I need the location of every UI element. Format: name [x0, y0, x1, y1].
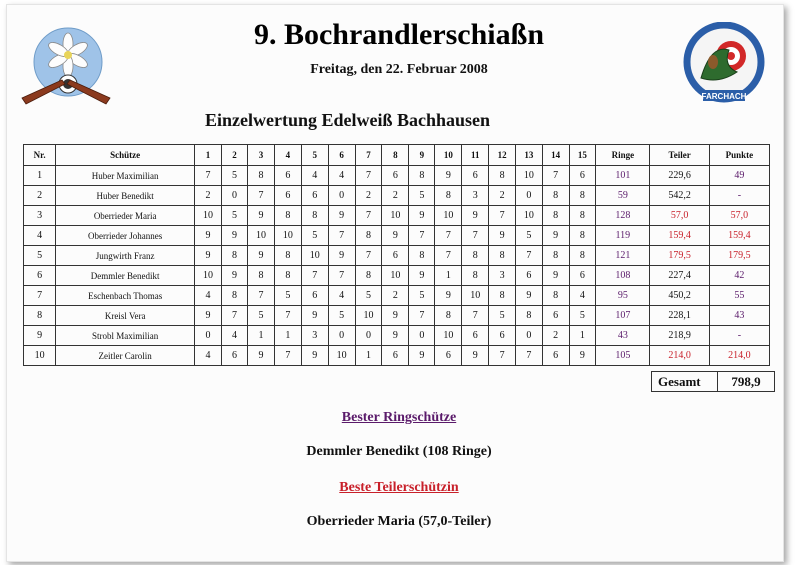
teiler-cell: 218,9 [650, 326, 709, 346]
shot-score: 4 [328, 166, 355, 186]
shot-score: 8 [248, 266, 275, 286]
row-number: 8 [24, 306, 56, 326]
shot-score: 6 [435, 346, 462, 366]
row-number: 3 [24, 206, 56, 226]
column-header: 12 [489, 145, 516, 166]
shot-score: 7 [221, 306, 247, 326]
total-label: Gesamt [652, 372, 718, 392]
shot-score: 6 [569, 166, 596, 186]
teiler-cell: 229,6 [650, 166, 709, 186]
teiler-cell: 179,5 [650, 246, 709, 266]
shot-score: 6 [462, 166, 489, 186]
shot-score: 4 [195, 346, 222, 366]
shot-score: 5 [248, 306, 275, 326]
shot-score: 0 [221, 186, 247, 206]
shooter-name: Jungwirth Franz [56, 246, 195, 266]
shot-score: 7 [515, 246, 542, 266]
shot-score: 5 [409, 286, 435, 306]
column-header: 10 [435, 145, 462, 166]
ringe-cell: 59 [596, 186, 650, 206]
teiler-cell: 542,2 [650, 186, 709, 206]
shot-score: 9 [515, 286, 542, 306]
shot-score: 7 [195, 166, 222, 186]
shot-score: 8 [489, 246, 516, 266]
header-row [24, 145, 770, 166]
shot-score: 6 [221, 346, 247, 366]
results-table [23, 144, 770, 366]
shot-score: 1 [274, 326, 301, 346]
punkte-cell: - [709, 186, 769, 206]
column-header: 7 [355, 145, 382, 166]
shot-score: 6 [382, 166, 409, 186]
shot-score: 7 [542, 166, 569, 186]
shot-score: 10 [195, 266, 222, 286]
shot-score: 0 [409, 326, 435, 346]
shot-score: 8 [542, 186, 569, 206]
shot-score: 4 [221, 326, 247, 346]
shot-score: 6 [542, 306, 569, 326]
column-header: 6 [328, 145, 355, 166]
shot-score: 8 [435, 306, 462, 326]
shot-score: 7 [274, 346, 301, 366]
shooter-name: Demmler Benedikt [56, 266, 195, 286]
shot-score: 5 [489, 306, 516, 326]
shot-score: 7 [248, 286, 275, 306]
row-number: 4 [24, 226, 56, 246]
row-number: 2 [24, 186, 56, 206]
shooter-name: Oberrieder Johannes [56, 226, 195, 246]
best-teiler-label: Beste Teilerschützin [339, 480, 459, 495]
shot-score: 9 [221, 266, 247, 286]
event-date: Freitag, den 22. Februar 2008 [310, 62, 488, 77]
shot-score: 0 [355, 326, 382, 346]
shot-score: 8 [274, 246, 301, 266]
shot-score: 0 [195, 326, 222, 346]
shot-score: 9 [248, 346, 275, 366]
column-header: Schütze [56, 145, 195, 166]
shot-score: 9 [569, 346, 596, 366]
shot-score: 9 [195, 246, 222, 266]
table-row [24, 326, 770, 346]
shot-score: 5 [569, 306, 596, 326]
shot-score: 5 [274, 286, 301, 306]
shot-score: 9 [301, 306, 328, 326]
shot-score: 2 [382, 186, 409, 206]
row-number: 6 [24, 266, 56, 286]
column-header: 8 [382, 145, 409, 166]
shot-score: 9 [542, 226, 569, 246]
shot-score: 8 [569, 206, 596, 226]
teiler-cell: 227,4 [650, 266, 709, 286]
punkte-cell: 55 [709, 286, 769, 306]
column-header: 14 [542, 145, 569, 166]
shot-score: 6 [382, 346, 409, 366]
shot-score: 8 [248, 166, 275, 186]
event-title: 9. Bochrandlerschiaßn [253, 18, 545, 51]
ringe-cell: 121 [596, 246, 650, 266]
table-row [24, 206, 770, 226]
shot-score: 7 [489, 346, 516, 366]
shot-score: 6 [301, 186, 328, 206]
shot-score: 8 [489, 286, 516, 306]
shot-score: 9 [409, 266, 435, 286]
shot-score: 9 [435, 166, 462, 186]
shot-score: 7 [248, 186, 275, 206]
shot-score: 2 [355, 186, 382, 206]
shot-score: 8 [569, 226, 596, 246]
shot-score: 5 [328, 306, 355, 326]
ringe-cell: 101 [596, 166, 650, 186]
column-header: 2 [221, 145, 247, 166]
shot-score: 9 [221, 226, 247, 246]
shot-score: 9 [382, 226, 409, 246]
column-header: 13 [515, 145, 542, 166]
shot-score: 3 [489, 266, 516, 286]
shot-score: 10 [382, 206, 409, 226]
shot-score: 6 [515, 266, 542, 286]
teiler-cell: 159,4 [650, 226, 709, 246]
column-header: 9 [409, 145, 435, 166]
punkte-cell: 179,5 [709, 246, 769, 266]
shot-score: 9 [382, 306, 409, 326]
shot-score: 4 [195, 286, 222, 306]
column-header: Ringe [596, 145, 650, 166]
teiler-cell: 214,0 [650, 346, 709, 366]
teiler-cell: 450,2 [650, 286, 709, 306]
shot-score: 5 [409, 186, 435, 206]
shot-score: 0 [328, 326, 355, 346]
shot-score: 9 [382, 326, 409, 346]
shot-score: 8 [409, 166, 435, 186]
shot-score: 8 [409, 246, 435, 266]
shot-score: 10 [328, 346, 355, 366]
shot-score: 7 [355, 246, 382, 266]
shot-score: 2 [195, 186, 222, 206]
best-teiler-name: Oberrieder Maria (57,0-Teiler) [306, 514, 492, 529]
shot-score: 10 [435, 206, 462, 226]
shot-score: 7 [462, 226, 489, 246]
shooter-name: Kreisl Vera [56, 306, 195, 326]
table-row [24, 306, 770, 326]
shot-score: 8 [569, 186, 596, 206]
shot-score: 5 [355, 286, 382, 306]
results-body [24, 166, 770, 366]
shot-score: 9 [542, 266, 569, 286]
table-row [24, 186, 770, 206]
shot-score: 9 [462, 206, 489, 226]
shot-score: 7 [328, 226, 355, 246]
shot-score: 9 [248, 206, 275, 226]
shooter-name: Eschenbach Thomas [56, 286, 195, 306]
column-header: Teiler [650, 145, 709, 166]
shot-score: 9 [489, 226, 516, 246]
best-ring-label: Bester Ringschütze [341, 410, 457, 425]
shot-score: 8 [569, 246, 596, 266]
shot-score: 10 [301, 246, 328, 266]
shot-score: 5 [221, 206, 247, 226]
total-box [651, 371, 775, 392]
row-number: 10 [24, 346, 56, 366]
table-row [24, 286, 770, 306]
shot-score: 10 [435, 326, 462, 346]
column-header: 3 [248, 145, 275, 166]
shooter-name: Huber Benedikt [56, 186, 195, 206]
shot-score: 9 [462, 346, 489, 366]
column-header: 5 [301, 145, 328, 166]
shot-score: 6 [274, 186, 301, 206]
punkte-cell: 214,0 [709, 346, 769, 366]
shot-score: 4 [569, 286, 596, 306]
shot-score: 9 [409, 206, 435, 226]
column-header: 1 [195, 145, 222, 166]
total-value: 798,9 [718, 372, 775, 392]
table-row [24, 246, 770, 266]
punkte-cell: 42 [709, 266, 769, 286]
shot-score: 7 [462, 306, 489, 326]
shot-score: 0 [515, 186, 542, 206]
shot-score: 8 [221, 286, 247, 306]
shot-score: 5 [301, 226, 328, 246]
ringe-cell: 119 [596, 226, 650, 246]
shot-score: 10 [355, 306, 382, 326]
shot-score: 6 [274, 166, 301, 186]
teiler-cell: 57,0 [650, 206, 709, 226]
shot-score: 9 [435, 286, 462, 306]
shot-score: 9 [248, 246, 275, 266]
shot-score: 7 [489, 206, 516, 226]
shot-score: 8 [462, 266, 489, 286]
shot-score: 10 [248, 226, 275, 246]
logo-band-text: FARCHACH [701, 92, 747, 101]
shot-score: 4 [301, 166, 328, 186]
row-number: 1 [24, 166, 56, 186]
shot-score: 9 [195, 226, 222, 246]
punkte-cell: - [709, 326, 769, 346]
shot-score: 8 [515, 306, 542, 326]
shot-score: 7 [355, 206, 382, 226]
row-number: 9 [24, 326, 56, 346]
punkte-cell: 49 [709, 166, 769, 186]
teiler-cell: 228,1 [650, 306, 709, 326]
shot-score: 10 [462, 286, 489, 306]
shooter-name: Oberrieder Maria [56, 206, 195, 226]
shot-score: 2 [489, 186, 516, 206]
shooter-name: Zeitler Carolin [56, 346, 195, 366]
ringe-cell: 107 [596, 306, 650, 326]
ringe-cell: 105 [596, 346, 650, 366]
shot-score: 1 [569, 326, 596, 346]
shot-score: 9 [328, 206, 355, 226]
shot-score: 6 [569, 266, 596, 286]
shot-score: 8 [542, 246, 569, 266]
punkte-cell: 43 [709, 306, 769, 326]
shot-score: 1 [355, 346, 382, 366]
shot-score: 10 [195, 206, 222, 226]
shot-score: 1 [435, 266, 462, 286]
punkte-cell: 159,4 [709, 226, 769, 246]
ringe-cell: 95 [596, 286, 650, 306]
shot-score: 8 [489, 166, 516, 186]
shooter-name: Strobl Maximilian [56, 326, 195, 346]
shot-score: 7 [328, 266, 355, 286]
shot-score: 8 [301, 206, 328, 226]
shot-score: 9 [301, 346, 328, 366]
shot-score: 7 [435, 246, 462, 266]
section-heading: Einzelwertung Edelweiß Bachhausen [205, 110, 491, 130]
shot-score: 8 [542, 286, 569, 306]
shot-score: 2 [542, 326, 569, 346]
shot-score: 1 [248, 326, 275, 346]
shot-score: 3 [301, 326, 328, 346]
ringe-cell: 108 [596, 266, 650, 286]
column-header: 4 [274, 145, 301, 166]
best-ring-name: Demmler Benedikt (108 Ringe) [306, 444, 492, 459]
shot-score: 6 [462, 326, 489, 346]
shot-score: 7 [409, 226, 435, 246]
shot-score: 8 [274, 206, 301, 226]
shot-score: 6 [382, 246, 409, 266]
table-row [24, 166, 770, 186]
column-header: 11 [462, 145, 489, 166]
shot-score: 6 [301, 286, 328, 306]
table-row [24, 226, 770, 246]
shot-score: 7 [409, 306, 435, 326]
shot-score: 10 [382, 266, 409, 286]
column-header: Nr. [24, 145, 56, 166]
shot-score: 7 [355, 166, 382, 186]
ringe-cell: 128 [596, 206, 650, 226]
shot-score: 8 [355, 266, 382, 286]
shot-score: 10 [515, 206, 542, 226]
shot-score: 7 [435, 226, 462, 246]
shot-score: 7 [274, 306, 301, 326]
column-header: Punkte [709, 145, 769, 166]
shot-score: 8 [462, 246, 489, 266]
ringe-cell: 43 [596, 326, 650, 346]
shooter-name: Huber Maximilian [56, 166, 195, 186]
shot-score: 10 [274, 226, 301, 246]
shot-score: 0 [515, 326, 542, 346]
shot-score: 6 [489, 326, 516, 346]
shot-score: 10 [515, 166, 542, 186]
table-row [24, 346, 770, 366]
shot-score: 8 [542, 206, 569, 226]
shot-score: 2 [382, 286, 409, 306]
shot-score: 7 [301, 266, 328, 286]
shot-score: 5 [515, 226, 542, 246]
shot-score: 9 [328, 246, 355, 266]
shot-score: 9 [195, 306, 222, 326]
shot-score: 8 [274, 266, 301, 286]
table-row [24, 266, 770, 286]
row-number: 5 [24, 246, 56, 266]
row-number: 7 [24, 286, 56, 306]
shot-score: 7 [515, 346, 542, 366]
shot-score: 5 [221, 166, 247, 186]
punkte-cell: 57,0 [709, 206, 769, 226]
shot-score: 8 [221, 246, 247, 266]
shot-score: 4 [328, 286, 355, 306]
shot-score: 3 [462, 186, 489, 206]
column-header: 15 [569, 145, 596, 166]
shot-score: 6 [542, 346, 569, 366]
shot-score: 0 [328, 186, 355, 206]
shot-score: 8 [355, 226, 382, 246]
shot-score: 9 [409, 346, 435, 366]
shot-score: 8 [435, 186, 462, 206]
